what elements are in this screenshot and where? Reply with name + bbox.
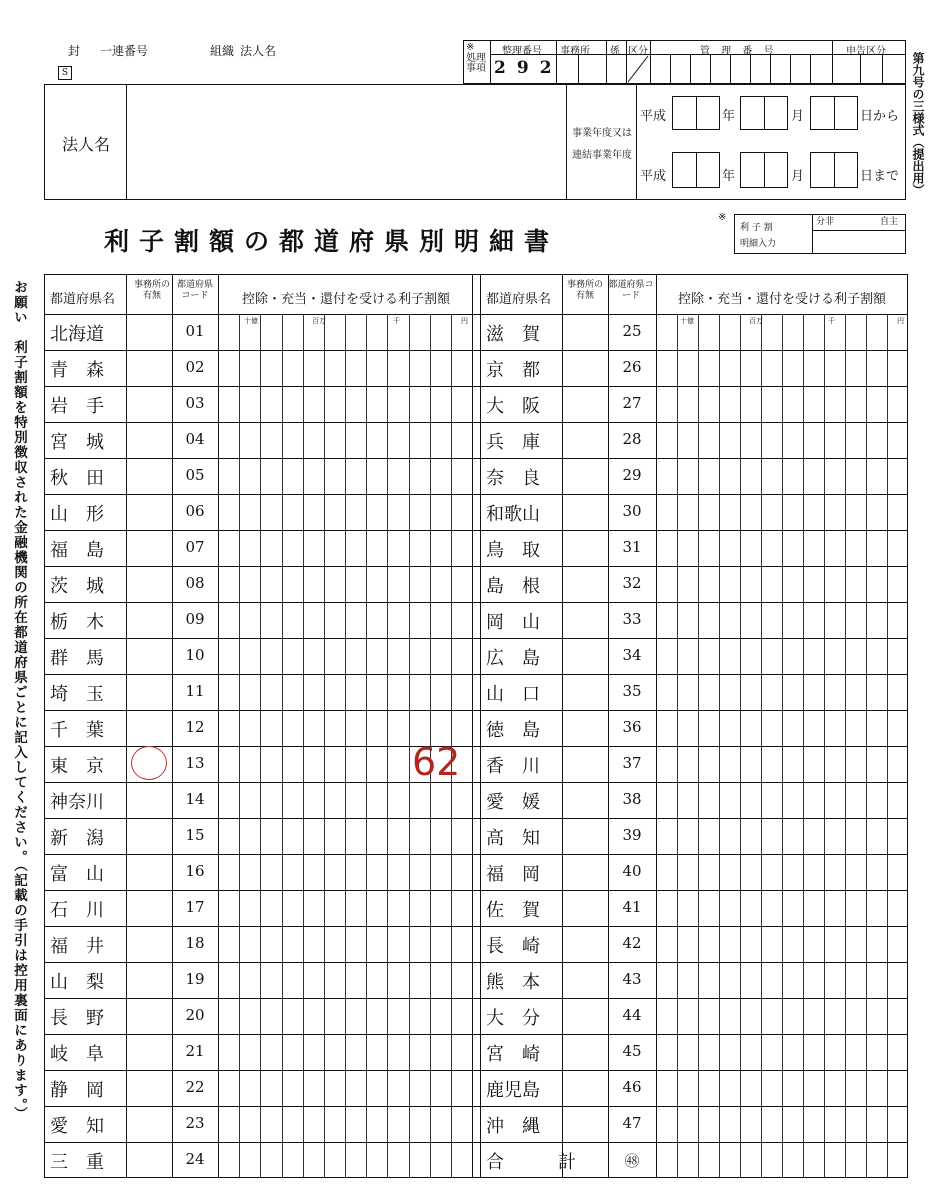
office-field-31[interactable] xyxy=(563,531,607,565)
pref-name-03: 岩 手 xyxy=(50,396,104,417)
amount-field-09[interactable] xyxy=(219,603,471,637)
office-field-01[interactable] xyxy=(127,315,171,349)
seiri-bango-label: 整理番号 xyxy=(502,46,542,57)
pref-name-36: 徳 島 xyxy=(486,720,540,741)
amount-field-06[interactable] xyxy=(219,495,471,529)
amount-field-40[interactable] xyxy=(657,855,907,889)
to-tsuki: 月 xyxy=(791,169,805,184)
pref-name-16: 富 山 xyxy=(50,864,104,885)
pref-code-42: 42 xyxy=(622,934,642,952)
pref-code-03: 03 xyxy=(185,394,205,412)
jimusho-label: 事務所 xyxy=(560,46,590,57)
pref-name-25: 滋 賀 xyxy=(486,324,540,345)
pref-code-22: 22 xyxy=(185,1078,205,1096)
pref-code-40: 40 xyxy=(622,862,642,880)
amount-field-04[interactable] xyxy=(219,423,471,457)
pref-code-33: 33 xyxy=(622,610,642,628)
side-instruction: お願い 利子割額を特別徴収された金融機関の所在都道府県ごとに記入してください。（記載の手引は控用裏面にあります。） xyxy=(11,280,27,1122)
pref-name-37: 香 川 xyxy=(486,756,540,777)
amount-field-14[interactable] xyxy=(219,783,471,817)
pref-name-02: 青 森 xyxy=(50,360,104,381)
kanri-bango-label: 管 理 番 号 xyxy=(700,46,778,57)
kubun-label: 区分 xyxy=(628,46,648,57)
amount-field-15[interactable] xyxy=(219,819,471,853)
amount-field-㊽[interactable] xyxy=(657,1143,907,1177)
office-present-circle xyxy=(131,746,167,780)
office-field-05[interactable] xyxy=(127,459,171,493)
right-unit-sen: 千 xyxy=(828,317,835,325)
office-field-21[interactable] xyxy=(127,1035,171,1069)
office-field-45[interactable] xyxy=(563,1035,607,1069)
amount-field-21[interactable] xyxy=(219,1035,471,1069)
office-field-07[interactable] xyxy=(127,531,171,565)
pref-name-24: 三 重 xyxy=(50,1152,104,1173)
bunhi-label: 分非 xyxy=(816,217,835,227)
office-field-㊽[interactable] xyxy=(563,1143,607,1177)
amount-field-25[interactable] xyxy=(657,315,907,349)
corp-name-field[interactable] xyxy=(132,92,562,192)
amount-field-28[interactable] xyxy=(657,423,907,457)
right-col-amount-header: 控除・充当・還付を受ける利子割額 xyxy=(677,292,886,307)
pref-name-14: 神奈川 xyxy=(50,792,104,813)
office-field-38[interactable] xyxy=(563,783,607,817)
amount-field-11[interactable] xyxy=(219,675,471,709)
from-suffix: 日から xyxy=(860,109,900,124)
pref-name-42: 長 崎 xyxy=(486,936,540,957)
office-field-44[interactable] xyxy=(563,999,607,1033)
pref-name-11: 埼 玉 xyxy=(50,684,104,705)
amount-field-39[interactable] xyxy=(657,819,907,853)
pref-code-39: 39 xyxy=(622,826,642,844)
pref-code-08: 08 xyxy=(185,574,205,592)
slash-mark xyxy=(626,54,650,84)
pref-code-17: 17 xyxy=(185,898,205,916)
soshiki-label: 組織 xyxy=(210,44,235,58)
pref-name-15: 新 潟 xyxy=(50,828,104,849)
kakari-label: 係 xyxy=(610,46,620,57)
pref-code-05: 05 xyxy=(185,466,205,484)
pref-code-27: 27 xyxy=(622,394,642,412)
pref-name-38: 愛 媛 xyxy=(486,792,540,813)
pref-name-06: 山 形 xyxy=(50,504,104,525)
pref-code-11: 11 xyxy=(185,682,205,700)
pref-name-12: 千 葉 xyxy=(50,720,104,741)
office-field-24[interactable] xyxy=(127,1143,171,1177)
right-unit-en: 円 xyxy=(897,317,904,325)
corp-name-label: 法人名 xyxy=(62,135,111,154)
pref-name-05: 秋 田 xyxy=(50,468,104,489)
pref-name-34: 広 島 xyxy=(486,648,540,669)
amount-field-10[interactable] xyxy=(219,639,471,673)
office-field-34[interactable] xyxy=(563,639,607,673)
amount-field-24[interactable] xyxy=(219,1143,471,1177)
amount-field-27[interactable] xyxy=(657,387,907,421)
amount-field-19[interactable] xyxy=(219,963,471,997)
pref-name-01: 北海道 xyxy=(50,324,104,345)
amount-field-18[interactable] xyxy=(219,927,471,961)
pref-code-㊽: ㊽ xyxy=(624,1152,640,1170)
pref-code-13: 13 xyxy=(185,754,205,772)
office-field-40[interactable] xyxy=(563,855,607,889)
pref-name-26: 京 都 xyxy=(486,360,540,381)
office-field-28[interactable] xyxy=(563,423,607,457)
office-field-10[interactable] xyxy=(127,639,171,673)
period-label-1: 事業年度又は xyxy=(572,128,632,139)
left-unit-en: 円 xyxy=(461,317,468,325)
right-unit-hyakuman: 百万 xyxy=(749,317,763,325)
amount-field-47[interactable] xyxy=(657,1107,907,1141)
pref-code-29: 29 xyxy=(622,466,642,484)
office-field-23[interactable] xyxy=(127,1107,171,1141)
pref-name-18: 福 井 xyxy=(50,936,104,957)
pref-name-04: 宮 城 xyxy=(50,432,104,453)
from-tsuki: 月 xyxy=(791,109,805,124)
fu-label: 封 xyxy=(68,44,81,58)
office-field-17[interactable] xyxy=(127,891,171,925)
office-field-16[interactable] xyxy=(127,855,171,889)
office-field-04[interactable] xyxy=(127,423,171,457)
kome-mark: ※ xyxy=(466,42,475,53)
amount-field-22[interactable] xyxy=(219,1071,471,1105)
amount-field-02[interactable] xyxy=(219,351,471,385)
pref-name-㊽: 合 計 xyxy=(486,1152,576,1173)
page-title: 利子割額の都道府県別明細書 xyxy=(104,227,560,256)
office-field-43[interactable] xyxy=(563,963,607,997)
right-col-pref-header: 都道府県名 xyxy=(486,292,552,307)
pref-name-39: 高 知 xyxy=(486,828,540,849)
office-field-33[interactable] xyxy=(563,603,607,637)
amount-field-41[interactable] xyxy=(657,891,907,925)
right-col-code-header: 都道府県コード xyxy=(608,280,654,301)
office-field-22[interactable] xyxy=(127,1071,171,1105)
pref-code-44: 44 xyxy=(622,1006,642,1024)
pref-name-33: 岡 山 xyxy=(486,612,540,633)
left-unit-hyakuman: 百万 xyxy=(312,317,326,325)
pref-code-41: 41 xyxy=(622,898,642,916)
right-col-office-header: 事務所の有無 xyxy=(566,280,603,301)
pref-code-14: 14 xyxy=(185,790,205,808)
amount-field-46[interactable] xyxy=(657,1071,907,1105)
to-suffix: 日まで xyxy=(860,169,900,184)
pref-name-40: 福 岡 xyxy=(486,864,540,885)
pref-name-23: 愛 知 xyxy=(50,1116,104,1137)
pref-name-29: 奈 良 xyxy=(486,468,540,489)
left-col-office-header: 事務所の有無 xyxy=(133,280,170,301)
form-number: 第九号の三様式（提出用） xyxy=(911,52,925,196)
pref-name-10: 群 馬 xyxy=(50,648,104,669)
pref-code-21: 21 xyxy=(185,1042,205,1060)
pref-name-22: 静 岡 xyxy=(50,1080,104,1101)
pref-code-18: 18 xyxy=(185,934,205,952)
left-col-pref-header: 都道府県名 xyxy=(50,292,116,307)
pref-name-41: 佐 賀 xyxy=(486,900,540,921)
left-col-code-header: 都道府県コード xyxy=(176,280,213,301)
pref-code-35: 35 xyxy=(622,682,642,700)
pref-name-30: 和歌山 xyxy=(486,504,540,525)
office-field-26[interactable] xyxy=(563,351,607,385)
pref-code-01: 01 xyxy=(185,322,205,340)
amount-field-34[interactable] xyxy=(657,639,907,673)
seiri-bango-value: 292 xyxy=(494,58,563,78)
from-nen: 年 xyxy=(722,109,736,124)
pref-name-27: 大 阪 xyxy=(486,396,540,417)
to-nen: 年 xyxy=(722,169,736,184)
pref-code-37: 37 xyxy=(622,754,642,772)
pref-code-07: 07 xyxy=(185,538,205,556)
pref-code-19: 19 xyxy=(185,970,205,988)
amount-field-43[interactable] xyxy=(657,963,907,997)
office-field-35[interactable] xyxy=(563,675,607,709)
pref-name-09: 栃 木 xyxy=(50,612,104,633)
s-box: S xyxy=(58,60,72,80)
pref-name-08: 茨 城 xyxy=(50,576,104,597)
office-field-39[interactable] xyxy=(563,819,607,853)
office-field-25[interactable] xyxy=(563,315,607,349)
office-field-03[interactable] xyxy=(127,387,171,421)
pref-code-02: 02 xyxy=(185,358,205,376)
left-unit-10oku: 十億 xyxy=(244,317,258,325)
shinkoku-kubun-label: 申告区分 xyxy=(846,46,886,57)
pref-name-19: 山 梨 xyxy=(50,972,104,993)
office-field-27[interactable] xyxy=(563,387,607,421)
office-field-12[interactable] xyxy=(127,711,171,745)
amount-field-07[interactable] xyxy=(219,531,471,565)
amount-field-42[interactable] xyxy=(657,927,907,961)
amount-field-05[interactable] xyxy=(219,459,471,493)
pref-code-46: 46 xyxy=(622,1078,642,1096)
pref-code-12: 12 xyxy=(185,718,205,736)
pref-name-44: 大 分 xyxy=(486,1008,540,1029)
office-field-11[interactable] xyxy=(127,675,171,709)
amount-field-31[interactable] xyxy=(657,531,907,565)
office-field-18[interactable] xyxy=(127,927,171,961)
amount-field-35[interactable] xyxy=(657,675,907,709)
pref-code-45: 45 xyxy=(622,1042,642,1060)
amount-field-17[interactable] xyxy=(219,891,471,925)
amount-field-45[interactable] xyxy=(657,1035,907,1069)
amount-field-37[interactable] xyxy=(657,747,907,781)
pref-code-23: 23 xyxy=(185,1114,205,1132)
amount-field-16[interactable] xyxy=(219,855,471,889)
left-unit-sen: 千 xyxy=(393,317,400,325)
office-field-14[interactable] xyxy=(127,783,171,817)
pref-code-34: 34 xyxy=(622,646,642,664)
pref-code-28: 28 xyxy=(622,430,642,448)
office-field-37[interactable] xyxy=(563,747,607,781)
pref-name-28: 兵 庫 xyxy=(486,432,540,453)
left-col-amount-header: 控除・充当・還付を受ける利子割額 xyxy=(241,292,450,307)
amount-field-23[interactable] xyxy=(219,1107,471,1141)
office-field-42[interactable] xyxy=(563,927,607,961)
amount-field-30[interactable] xyxy=(657,495,907,529)
amount-field-29[interactable] xyxy=(657,459,907,493)
office-field-20[interactable] xyxy=(127,999,171,1033)
pref-name-13: 東 京 xyxy=(50,756,104,777)
title-kome: ※ xyxy=(718,212,727,223)
amount-field-32[interactable] xyxy=(657,567,907,601)
pref-code-30: 30 xyxy=(622,502,642,520)
pref-code-16: 16 xyxy=(185,862,205,880)
pref-name-35: 山 口 xyxy=(486,684,540,705)
pref-name-46: 鹿児島 xyxy=(486,1080,540,1101)
tokyo-amount: 62 xyxy=(412,740,461,784)
meisai-input-note: 明細入力 xyxy=(740,239,777,249)
pref-code-04: 04 xyxy=(185,430,205,448)
pref-name-17: 石 川 xyxy=(50,900,104,921)
office-field-09[interactable] xyxy=(127,603,171,637)
pref-code-38: 38 xyxy=(622,790,642,808)
office-field-08[interactable] xyxy=(127,567,171,601)
office-field-47[interactable] xyxy=(563,1107,607,1141)
right-unit-10oku: 十億 xyxy=(680,317,694,325)
office-field-32[interactable] xyxy=(563,567,607,601)
pref-code-10: 10 xyxy=(185,646,205,664)
office-field-02[interactable] xyxy=(127,351,171,385)
hojinmei-small-label: 法人名 xyxy=(240,44,277,58)
amount-field-38[interactable] xyxy=(657,783,907,817)
shori-jiko-label: 処理事項 xyxy=(466,53,486,74)
pref-code-43: 43 xyxy=(622,970,642,988)
jishu-label: 自主 xyxy=(880,217,899,227)
amount-field-33[interactable] xyxy=(657,603,907,637)
office-field-29[interactable] xyxy=(563,459,607,493)
office-field-46[interactable] xyxy=(563,1071,607,1105)
amount-field-44[interactable] xyxy=(657,999,907,1033)
office-field-41[interactable] xyxy=(563,891,607,925)
pref-code-15: 15 xyxy=(185,826,205,844)
pref-code-09: 09 xyxy=(185,610,205,628)
rishiwari-note: 利 子 割 xyxy=(740,223,773,233)
office-field-36[interactable] xyxy=(563,711,607,745)
pref-code-36: 36 xyxy=(622,718,642,736)
pref-name-20: 長 野 xyxy=(50,1008,104,1029)
office-field-30[interactable] xyxy=(563,495,607,529)
amount-field-20[interactable] xyxy=(219,999,471,1033)
to-heisei: 平成 xyxy=(640,169,667,184)
amount-field-26[interactable] xyxy=(657,351,907,385)
pref-code-24: 24 xyxy=(185,1150,205,1168)
period-label-2: 連結事業年度 xyxy=(572,150,632,161)
pref-name-47: 沖 縄 xyxy=(486,1116,540,1137)
office-field-06[interactable] xyxy=(127,495,171,529)
pref-name-31: 鳥 取 xyxy=(486,540,540,561)
pref-name-07: 福 島 xyxy=(50,540,104,561)
office-field-19[interactable] xyxy=(127,963,171,997)
pref-code-26: 26 xyxy=(622,358,642,376)
office-field-15[interactable] xyxy=(127,819,171,853)
from-heisei: 平成 xyxy=(640,109,667,124)
amount-field-08[interactable] xyxy=(219,567,471,601)
amount-field-03[interactable] xyxy=(219,387,471,421)
pref-name-45: 宮 崎 xyxy=(486,1044,540,1065)
renban-label: 一連番号 xyxy=(100,44,149,58)
pref-name-21: 岐 阜 xyxy=(50,1044,104,1065)
pref-code-47: 47 xyxy=(622,1114,642,1132)
amount-field-36[interactable] xyxy=(657,711,907,745)
pref-code-25: 25 xyxy=(622,322,642,340)
pref-code-32: 32 xyxy=(622,574,642,592)
pref-code-31: 31 xyxy=(622,538,642,556)
pref-code-20: 20 xyxy=(185,1006,205,1024)
pref-code-06: 06 xyxy=(185,502,205,520)
pref-name-43: 熊 本 xyxy=(486,972,540,993)
pref-name-32: 島 根 xyxy=(486,576,540,597)
